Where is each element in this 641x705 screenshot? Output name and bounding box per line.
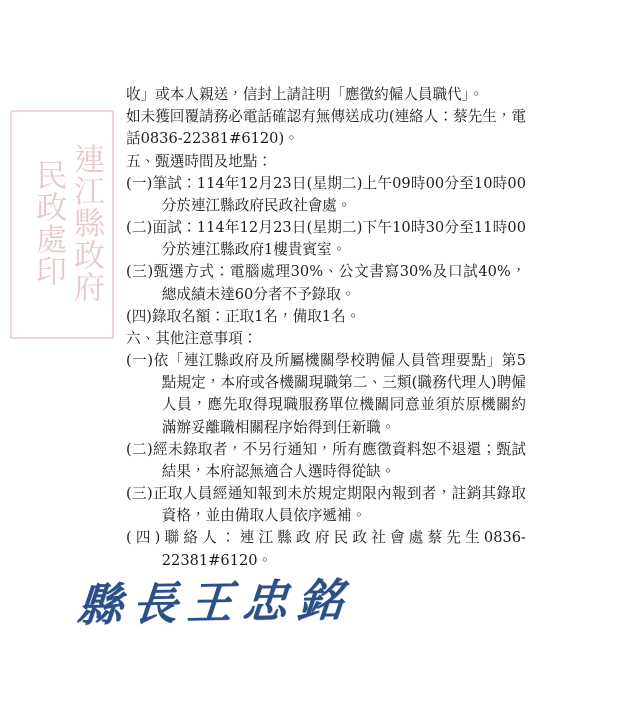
section-5-item-1: (一)筆試：114年12月23日(星期二)上午09時00分至10時00分於連江縣政府民政社會處。: [126, 174, 526, 214]
section-5-item-3: (三)甄選方式：電腦處理30%、公文書寫30%及口試40%，總成績未達60分者不予錄取。: [126, 263, 526, 303]
document-body: [126, 84, 526, 572]
paragraph-continuation-2: 如未獲回覆請務必電話確認有無傳送成功(連絡人：蔡先生，電話0836-22381#6120)。: [126, 108, 526, 148]
paragraph-continuation: 收」或本人親送，信封上請註明「應徵約僱人員職代」。: [126, 86, 484, 103]
section-5-item-2: (二)面試：114年12月23日(星期二)下午10時30分至11時00分於連江縣政府1樓貴賓室。: [126, 219, 526, 259]
seal-line-2: 民政處印: [30, 159, 67, 287]
seal-line-1: 連江縣政府: [68, 143, 104, 303]
agency-seal-stamp: [18, 118, 104, 328]
magistrate-signature: 縣長王忠銘: [75, 573, 356, 632]
section-6-item-3: (三)正取人員經通知報到未於規定期限內報到者，註銷其錄取資格，並由備取人員依序遞補。: [126, 485, 526, 525]
seal-border: [10, 110, 114, 339]
section-6-item-4: (四)聯絡人：連江縣政府民政社會處蔡先生0836-22381#6120。: [126, 529, 526, 569]
section-5-item-4: (四)錄取名額：正取1名，備取1名。: [126, 307, 361, 325]
section-6-item-2: (二)經未錄取者，不另行通知，所有應徵資料恕不退還；甄試結果，本府認無適合人選時得從缺。: [126, 440, 526, 480]
section-heading-6: 六、其他注意事項：: [126, 329, 258, 347]
section-6-item-1: (一)依「連江縣政府及所屬機關學校聘僱人員管理要點」第5點規定，本府或各機關現職第二、三類(職務代理人)聘僱人員，應先取得現職服務單位機關同意並須於原機關約滿辦妥離職相關程序始得到任新職。: [126, 352, 526, 436]
section-heading-5: 五、甄選時間及地點：: [126, 152, 272, 170]
